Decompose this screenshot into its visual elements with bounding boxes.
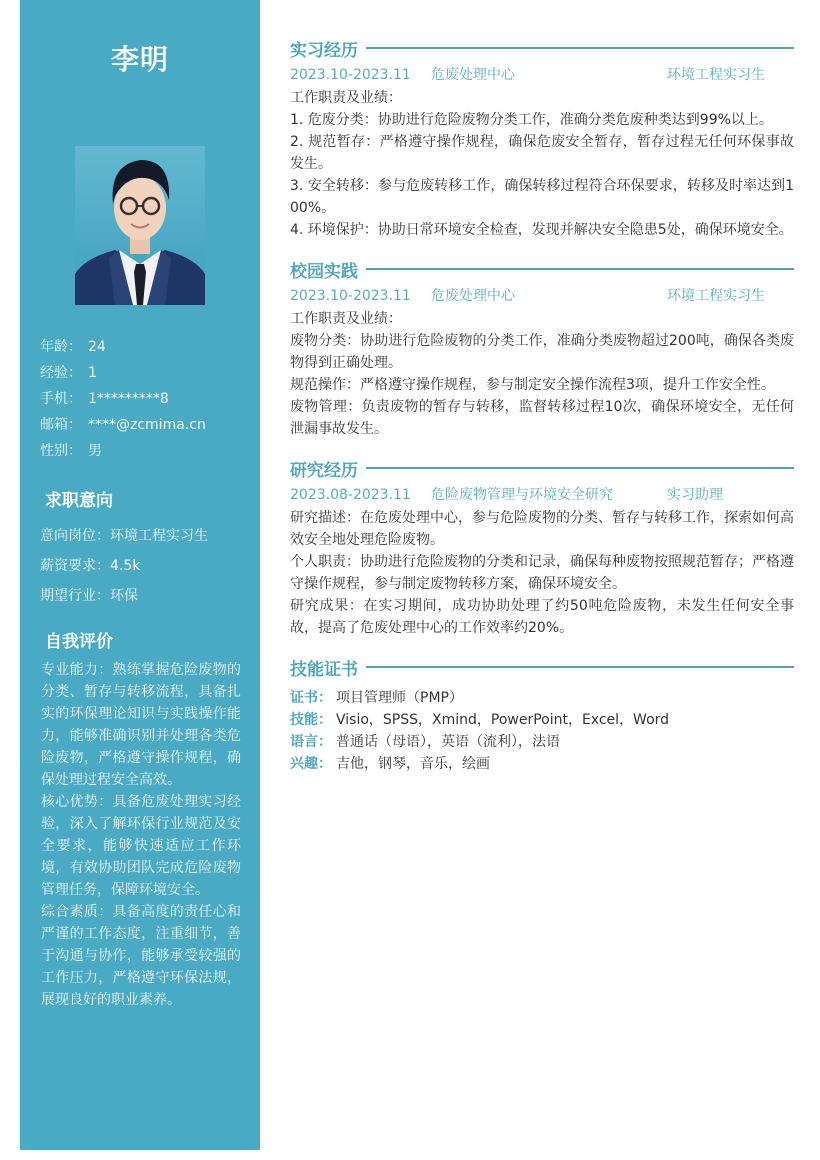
section-header <box>290 255 794 283</box>
sidebar <box>20 0 260 1150</box>
section-divider <box>366 268 794 270</box>
skill-value: 项目管理师（PMP） <box>336 690 463 706</box>
section-header <box>290 454 794 482</box>
self-evaluation-heading: 自我评价 <box>45 632 113 652</box>
entry-line: 个人职责：协助进行危险废物的分类和记录，确保每种废物按照规范暂存；严格遵守操作规程，参与制定废物转移方案，确保环境安全。 <box>290 554 794 592</box>
skill-value: 普通话（母语），英语（流利），法语 <box>336 734 560 750</box>
entry-role: 实习助理 <box>667 487 723 503</box>
entry-date: 2023.10-2023.11 <box>290 67 411 83</box>
info-value: 1*********8 <box>88 391 169 407</box>
entry-date: 2023.08-2023.11 <box>290 487 411 503</box>
job-intent <box>40 521 250 611</box>
info-label: 性别： <box>40 443 82 459</box>
skill-row-interests <box>290 753 794 775</box>
self-eval-paragraph: 综合素质：具备高度的责任心和严谨的工作态度，注重细节，善于沟通与协作，能够承受较强的工作压力，严格遵守环保法规，展现良好的职业素养。 <box>41 904 241 1008</box>
skill-row-skills <box>290 709 794 731</box>
internship-section <box>290 34 794 241</box>
intent-position <box>40 521 250 551</box>
skill-key: 语言： <box>290 734 332 750</box>
entry-meta <box>290 64 794 86</box>
skill-key: 技能： <box>290 712 332 728</box>
entry-line: 废物分类：协助进行危险废物的分类工作，准确分类废物超过200吨，确保各类废物得到正确处理。 <box>290 333 794 371</box>
main-content <box>290 34 794 789</box>
intent-value: 环保 <box>110 588 138 604</box>
entry-line: 研究成果：在实习期间，成功协助处理了约50吨危险废物，未发生任何安全事故，提高了危废处理中心的工作效率约20%。 <box>290 598 794 636</box>
entry-line: 研究描述：在危废处理中心，参与危险废物的分类、暂存与转移工作，探索如何高效安全地处理危险废物。 <box>290 510 794 548</box>
person-portrait-icon <box>75 146 205 305</box>
skill-key: 证书： <box>290 690 332 706</box>
info-value: ****@zcmima.cn <box>88 417 206 433</box>
entry-line: 2. 规范暂存：严格遵守操作规程，确保危废安全暂存，暂存过程无任何环保事故发生。 <box>290 134 794 172</box>
profile-photo <box>75 146 205 305</box>
entry-body <box>290 507 794 639</box>
section-title: 研究经历 <box>290 460 358 481</box>
entry-role: 环境工程实习生 <box>667 288 765 304</box>
intent-label: 意向岗位： <box>40 528 110 544</box>
self-eval-paragraph: 核心优势：具备危废处理实习经验，深入了解环保行业规范及安全要求，能够快速适应工作环境，有效协助团队完成危险废物管理任务，保障环境安全。 <box>41 794 241 898</box>
info-gender <box>40 438 250 464</box>
intent-label: 期望行业： <box>40 588 110 604</box>
entry-org: 危废处理中心 <box>431 67 515 83</box>
self-evaluation <box>41 659 241 1011</box>
campus-section <box>290 255 794 440</box>
entry-meta <box>290 484 794 506</box>
skill-value: 吉他，钢琴，音乐，绘画 <box>336 756 490 772</box>
entry-line: 4. 环境保护：协助日常环境安全检查，发现并解决安全隐患5处，确保环境安全。 <box>290 222 793 238</box>
skill-row-languages <box>290 731 794 753</box>
info-phone <box>40 386 250 412</box>
intent-label: 薪资要求： <box>40 558 110 574</box>
skill-row-certificate <box>290 687 794 709</box>
info-email <box>40 412 250 438</box>
entry-line: 1. 危废分类：协助进行危险废物分类工作，准确分类危废种类达到99%以上。 <box>290 112 773 128</box>
info-experience <box>40 360 250 386</box>
skills-list <box>290 687 794 775</box>
info-label: 手机： <box>40 391 82 407</box>
self-eval-paragraph: 专业能力：熟练掌握危险废物的分类、暂存与转移流程，具备扎实的环保理论知识与实践操作能力，能够准确识别并处理各类危险废物，严格遵守操作规程，确保处理过程安全高效。 <box>41 662 241 788</box>
section-divider <box>366 47 794 49</box>
intent-value: 环境工程实习生 <box>110 528 208 544</box>
section-header <box>290 34 794 62</box>
entry-line: 规范操作：严格遵守操作规程，参与制定安全操作流程3项，提升工作安全性。 <box>290 377 775 393</box>
section-title: 实习经历 <box>290 40 358 61</box>
intent-value: 4.5k <box>110 558 141 574</box>
info-label: 邮箱： <box>40 417 82 433</box>
section-title: 技能证书 <box>290 659 358 680</box>
entry-meta <box>290 285 794 307</box>
info-value: 24 <box>88 339 106 355</box>
entry-date: 2023.10-2023.11 <box>290 288 411 304</box>
skill-value: Visio，SPSS，Xmind，PowerPoint，Excel，Word <box>336 712 670 728</box>
entry-body <box>290 87 794 241</box>
entry-line: 废物管理：负责废物的暂存与转移，监督转移过程10次，确保环境安全，无任何泄漏事故发生。 <box>290 399 794 437</box>
info-label: 年龄： <box>40 339 82 355</box>
entry-line: 3. 安全转移：参与危废转移工作，确保转移过程符合环保要求，转移及时率达到100%。 <box>290 178 794 216</box>
entry-line: 工作职责及业绩： <box>290 311 402 327</box>
info-value: 1 <box>88 365 97 381</box>
entry-role: 环境工程实习生 <box>667 67 765 83</box>
skills-section <box>290 653 794 775</box>
info-value: 男 <box>88 443 102 459</box>
intent-salary <box>40 551 250 581</box>
intent-industry <box>40 581 250 611</box>
entry-org: 危险废物管理与环境安全研究 <box>431 487 613 503</box>
candidate-name: 李明 <box>110 43 169 76</box>
research-section <box>290 454 794 639</box>
entry-body <box>290 308 794 440</box>
info-label: 经验： <box>40 365 82 381</box>
section-divider <box>366 666 794 668</box>
section-header <box>290 653 794 681</box>
basic-info <box>40 334 250 464</box>
job-intent-heading: 求职意向 <box>45 491 113 511</box>
skill-key: 兴趣： <box>290 756 332 772</box>
entry-line: 工作职责及业绩： <box>290 90 402 106</box>
info-age <box>40 334 250 360</box>
entry-org: 危废处理中心 <box>431 288 515 304</box>
section-title: 校园实践 <box>290 261 358 282</box>
section-divider <box>366 467 794 469</box>
